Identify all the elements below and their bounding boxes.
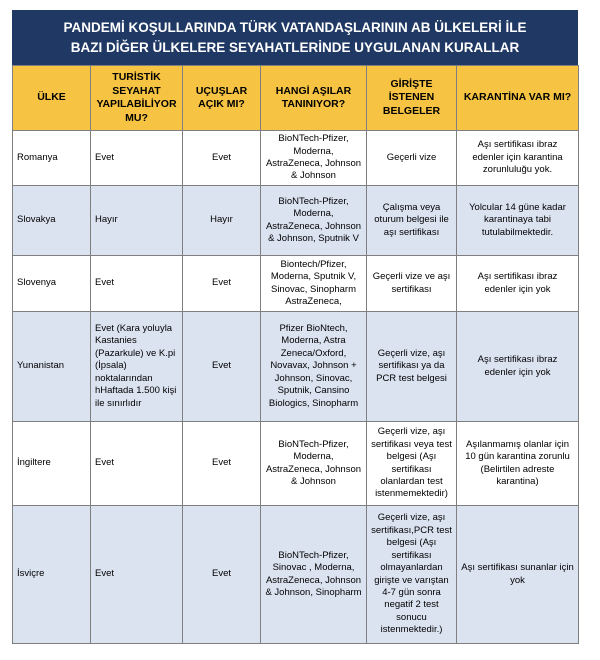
cell-belgeler: Geçerli vize, aşı sertifikası ya da PCR test belgesi <box>367 312 457 422</box>
cell-ulke: Romanya <box>13 131 91 186</box>
cell-ucuslar: Evet <box>183 256 261 312</box>
cell-turistik: Evet <box>91 131 183 186</box>
cell-karantina: Yolcular 14 güne kadar karantinaya tabi tutulabilmektedir. <box>457 186 579 256</box>
cell-belgeler: Çalışma veya oturum belgesi ile aşı sertifikası <box>367 186 457 256</box>
cell-belgeler: Geçerli vize <box>367 131 457 186</box>
header-ucuslar: UÇUŞLAR AÇIK MI? <box>183 66 261 131</box>
cell-turistik: Evet <box>91 422 183 506</box>
cell-karantina: Aşılanmamış olanlar için 10 gün karantina zorunlu (Belirtilen adreste karantina) <box>457 422 579 506</box>
cell-karantina: Aşı sertifikası ibraz edenler için karantina zorunluluğu yok. <box>457 131 579 186</box>
cell-asilar: BioNTech-Pfizer, Sinovac , Moderna, AstraZeneca, Johnson & Johnson, Sinopharm <box>261 506 367 644</box>
cell-ulke: Slovakya <box>13 186 91 256</box>
cell-karantina: Aşı sertifikası sunanlar için yok <box>457 506 579 644</box>
cell-belgeler: Geçerli vize, aşı sertifikası,PCR test belgesi (Aşı sertifikası olmayanlardan girişte ve varıştan 4-7 gün sonra negatif 2 test sonucu istenmektedir.) <box>367 506 457 644</box>
cell-ulke: İsviçre <box>13 506 91 644</box>
title-line-1: PANDEMİ KOŞULLARINDA TÜRK VATANDAŞLARININ AB ÜLKELERİ İLE <box>63 19 527 35</box>
cell-karantina: Aşı sertifikası ibraz edenler için yok <box>457 256 579 312</box>
cell-ucuslar: Evet <box>183 422 261 506</box>
cell-turistik: Evet <box>91 506 183 644</box>
cell-turistik: Hayır <box>91 186 183 256</box>
rules-table <box>12 65 579 644</box>
header-karantina: KARANTİNA VAR MI? <box>457 66 579 131</box>
cell-ucuslar: Evet <box>183 506 261 644</box>
table-row-yunanistan <box>13 312 579 422</box>
cell-asilar: BioNTech-Pfizer, Moderna, AstraZeneca, Johnson & Johnson <box>261 422 367 506</box>
table-row-slovenya <box>13 256 579 312</box>
table-row-romanya <box>13 131 579 186</box>
cell-asilar: BioNTech-Pfizer, Moderna, AstraZeneca, Johnson & Johnson <box>261 131 367 186</box>
table-row-slovakya <box>13 186 579 256</box>
cell-ulke: Yunanistan <box>13 312 91 422</box>
header-belgeler: GİRİŞTE İSTENEN BELGELER <box>367 66 457 131</box>
cell-asilar: Biontech/Pfizer, Moderna, Sputnik V, Sinovac, Sinopharm AstraZeneca, <box>261 256 367 312</box>
table-row-isvicre <box>13 506 579 644</box>
cell-belgeler: Geçerli vize ve aşı sertifikası <box>367 256 457 312</box>
cell-ucuslar: Evet <box>183 131 261 186</box>
cell-asilar: Pfizer BioNtech, Moderna, Astra Zeneca/Oxford, Novavax, Johnson + Johnson, Sinovac, Sputnik, Cansino Biologics, Sinopharm <box>261 312 367 422</box>
cell-ulke: İngiltere <box>13 422 91 506</box>
travel-rules-sheet <box>12 10 578 644</box>
cell-belgeler: Geçerli vize, aşı sertifikası veya test belgesi (Aşı sertifikası olanlardan test istenmemektedir) <box>367 422 457 506</box>
table-title <box>12 10 578 65</box>
header-ulke: ÜLKE <box>13 66 91 131</box>
header-asilar: HANGİ AŞILAR TANINIYOR? <box>261 66 367 131</box>
cell-ulke: Slovenya <box>13 256 91 312</box>
cell-ucuslar: Hayır <box>183 186 261 256</box>
header-turistik: TURİSTİK SEYAHAT YAPILABİLİYOR MU? <box>91 66 183 131</box>
cell-turistik: Evet <box>91 256 183 312</box>
cell-asilar: BioNTech-Pfizer, Moderna, AstraZeneca, Johnson & Johnson, Sputnik V <box>261 186 367 256</box>
header-row <box>13 66 579 131</box>
cell-karantina: Aşı sertifikası ibraz edenler için yok <box>457 312 579 422</box>
cell-turistik: Evet (Kara yoluyla Kastanies (Pazarkule) ve K.pi (İpsala) noktalarından hHaftada 1.500 kişi ile sınırlıdır <box>91 312 183 422</box>
cell-ucuslar: Evet <box>183 312 261 422</box>
table-row-ingiltere <box>13 422 579 506</box>
title-line-2: BAZI DİĞER ÜLKELERE SEYAHATLERİNDE UYGULANAN KURALLAR <box>70 39 520 55</box>
